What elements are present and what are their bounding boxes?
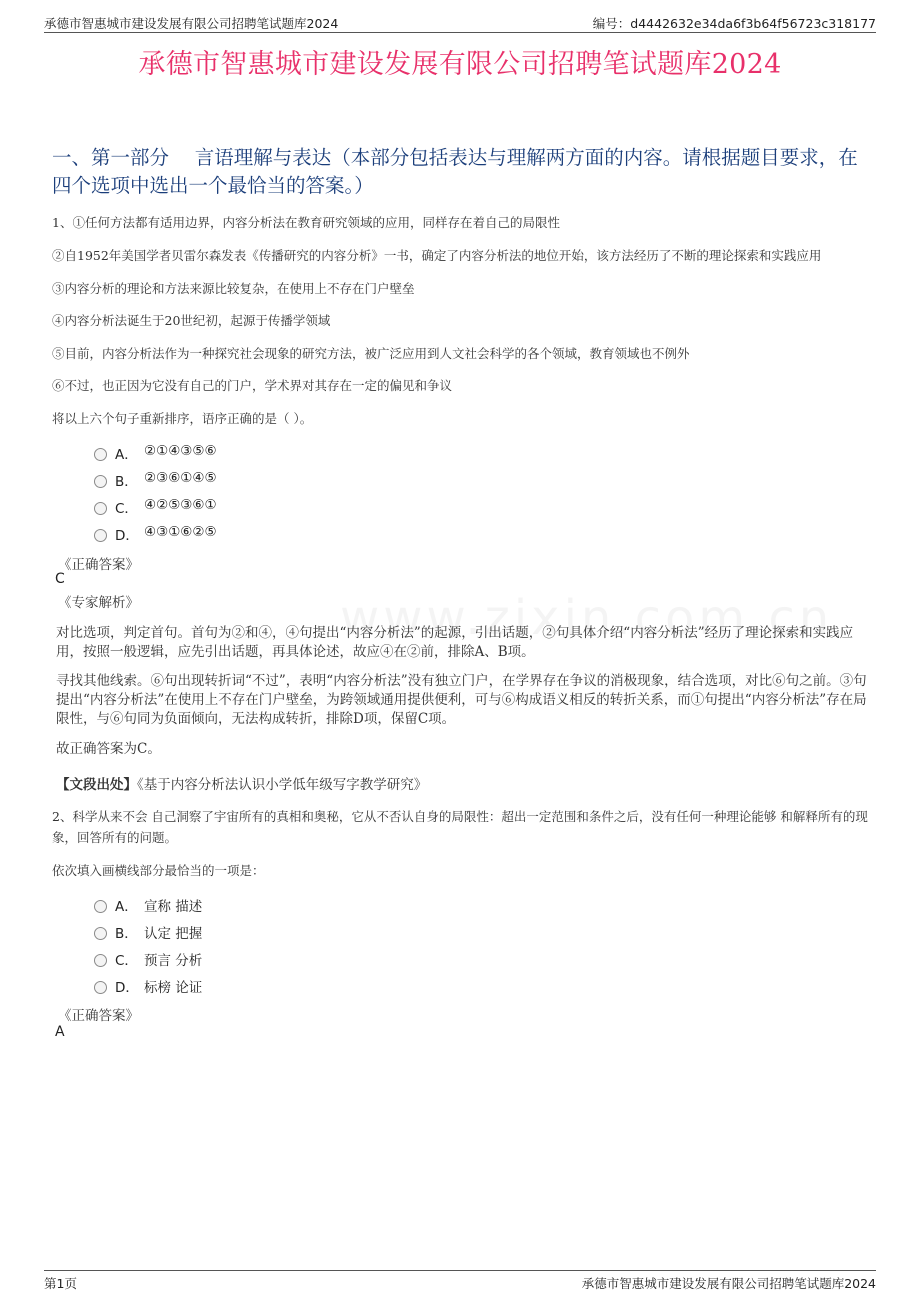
question-1-line-5: ⑤目前，内容分析法作为一种探究社会现象的研究方法，被广泛应用到人文社会科学的各个领域，教育领域也不例外 xyxy=(52,346,690,361)
question-2-prompt: 依次填入画横线部分最恰当的一项是： xyxy=(52,863,265,878)
radio-icon[interactable] xyxy=(94,529,107,542)
footer-title: 承德市智惠城市建设发展有限公司招聘笔试题库2024 xyxy=(581,1276,876,1291)
radio-icon[interactable] xyxy=(94,448,107,461)
radio-icon[interactable] xyxy=(94,475,107,488)
page-number: 第1页 xyxy=(44,1276,77,1291)
source-title: 《基于内容分析法认识小学低年级写字教学研究》 xyxy=(137,777,428,793)
section-heading: 一、第一部分 言语理解与表达（本部分包括表达与理解两方面的内容。请根据题目要求，在四个选项中选出一个最恰当的答案。） xyxy=(52,146,858,197)
question-1-line-2: ②自1952年美国学者贝雷尔森发表《传播研究的内容分析》一书，确定了内容分析法的地位开始，该方法经历了不断的理论探索和实践应用 xyxy=(52,248,822,263)
question-2-stem: 2、科学从来不会 自己洞察了宇宙所有的真相和奥秘，它从不否认自身的局限性：超出一定范围和条件之后，没有任何一种理论能够 和解释所有的现象，回答所有的问题。 xyxy=(52,809,868,845)
question-1-line-4: ④内容分析法诞生于20世纪初，起源于传播学领域 xyxy=(52,313,331,328)
q1-analysis-paragraph-3: 故正确答案为C。 xyxy=(56,741,161,757)
q1-analysis-paragraph-1: 对比选项，判定首句。首句为②和④，④句提出“内容分析法”的起源，引出话题，②句具体介绍“内容分析法”经历了理论探索和实践应用，按照一般逻辑，应先引出话题，再具体论述，故应④在②前，排除A、B项。 xyxy=(56,625,854,660)
q1-source xyxy=(56,773,427,793)
radio-icon[interactable] xyxy=(94,502,107,515)
q1-answer: C xyxy=(55,571,65,587)
radio-icon[interactable] xyxy=(94,900,107,913)
question-1-prompt: 将以上六个句子重新排序，语序正确的是（ ）。 xyxy=(52,411,313,426)
question-1-line-6: ⑥不过，也正因为它没有自己的门户，学术界对其存在一定的偏见和争议 xyxy=(52,378,453,393)
document-number: 编号：d4442632e34da6f3b64f56723c318177 xyxy=(592,16,876,31)
q1-analysis-paragraph-2: 寻找其他线索。⑥句出现转折词“不过”，表明“内容分析法”没有独立门户，在学界存在争议的消极现象，结合选项，对比⑥句之前。③句提出“内容分析法”在使用上不存在门户壁垒，为跨领域通用提供便利，可与⑥构成语义相反的转折关系，而①句提出“内容分析法”存在局限性，与⑥句同为负面倾向，无法构成转折，排除D项，保留C项。 xyxy=(56,673,867,727)
header-title: 承德市智惠城市建设发展有限公司招聘笔试题库2024 xyxy=(44,16,339,31)
q2-answer: A xyxy=(55,1024,65,1040)
source-label: 【文段出处】 xyxy=(56,777,137,793)
q1-analysis-label: 《专家解析》 xyxy=(58,595,139,611)
question-1-line-1: 1、①任何方法都有适用边界，内容分析法在教育研究领域的应用，同样存在着自己的局限性 xyxy=(52,215,560,230)
document-title: 承德市智惠城市建设发展有限公司招聘笔试题库2024 xyxy=(138,49,782,80)
radio-icon[interactable] xyxy=(94,981,107,994)
question-1-line-3: ③内容分析的理论和方法来源比较复杂，在使用上不存在门户壁垒 xyxy=(52,281,415,296)
page-footer xyxy=(44,1270,876,1293)
radio-icon[interactable] xyxy=(94,954,107,967)
radio-icon[interactable] xyxy=(94,927,107,940)
page-header xyxy=(44,12,876,33)
q1-answer-label: 《正确答案》 xyxy=(58,557,139,573)
q2-answer-label: 《正确答案》 xyxy=(58,1008,139,1024)
